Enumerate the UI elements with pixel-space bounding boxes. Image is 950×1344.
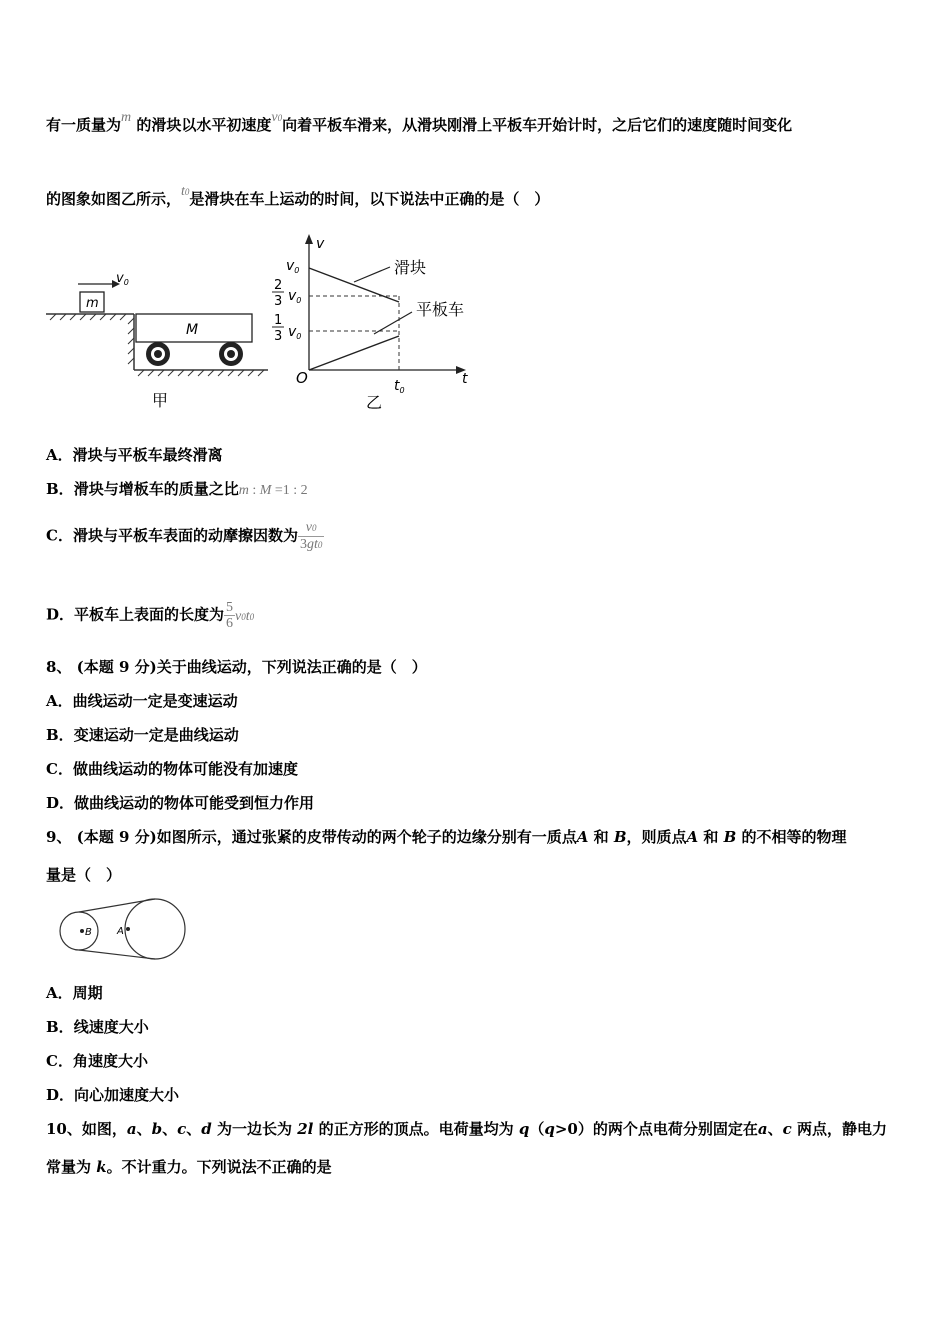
velocity-arrow-icon	[78, 280, 120, 288]
svg-text:v0: $v_0$	[286, 258, 300, 275]
y-axis-arrow-icon	[305, 234, 313, 244]
q10-stem-line2: 常量为 k。不计重力。下列说法不正确的是	[46, 1158, 332, 1176]
cart-wheel-right	[219, 342, 243, 366]
label-slider: 滑块	[394, 258, 427, 277]
belt-top	[79, 899, 155, 912]
symbol-m: m	[121, 110, 132, 125]
fraction-five-sixths: $\frac{5}{6}$	[226, 600, 234, 631]
q9-stem-line2: 量是（ ）	[46, 866, 122, 884]
series-slider-line	[309, 268, 399, 302]
svg-text:v0: $v_0$	[288, 288, 302, 305]
figure-jia-caption: 甲	[152, 391, 169, 410]
q7-stem-line2: 的图象如图乙所示，t0是滑块在车上运动的时间，以下说法中正确的是（ ）	[46, 184, 550, 208]
series-cart-line	[309, 336, 399, 370]
label-cart: 平板车	[416, 300, 465, 319]
q9-option-a: A．周期	[46, 984, 103, 1002]
y-axis-label: v	[316, 236, 325, 252]
svg-text:3: 3	[274, 329, 283, 344]
q7-option-c: C．滑块与平板车表面的动摩擦因数为 $\frac{v0}{3gt0}$	[46, 520, 323, 552]
large-wheel	[125, 899, 185, 959]
tick-v0	[286, 258, 299, 275]
q10-stem-line1: 10、如图，a、b、c、d 为一边长为 2l 的正方形的顶点。电荷量均为 q（q>0）的两个点电荷分别固定在a、c 两点，静电力	[46, 1120, 887, 1138]
figure-belt-wheels	[44, 896, 190, 962]
q9-option-c: C．角速度大小	[46, 1052, 148, 1070]
q8-option-c: C．做曲线运动的物体可能没有加速度	[46, 760, 298, 778]
figure-jia	[42, 262, 274, 412]
q9-option-d: D．向心加速度大小	[46, 1086, 180, 1104]
small-wheel	[60, 912, 98, 950]
svg-text:1: 1	[274, 313, 283, 328]
q7-stem-line1: 有一质量为m 的滑块以水平初速度v0向着平板车滑来，从滑块刚滑上平板车开始计时，之后它们的速度随时间变化	[46, 110, 793, 134]
svg-text:3: 3	[274, 294, 283, 309]
belt-bottom	[79, 950, 155, 959]
cart-wheel-left	[146, 342, 170, 366]
figure-yi-vt-graph	[262, 230, 482, 412]
svg-text:2: 2	[274, 278, 283, 293]
velocity-label: $v_0$	[116, 271, 129, 287]
symbol-v0: v0	[271, 110, 283, 125]
block-m-label: m	[86, 296, 99, 311]
fraction-v0-over-3gt0: $\frac{v0}{3gt0}$	[299, 520, 323, 552]
figure-yi-caption: 乙	[366, 393, 383, 412]
tick-one-third-v0	[272, 313, 301, 344]
tick-t0: $t_0$	[394, 378, 405, 395]
q9-stem-line1: 9、 (本题 9 分)如图所示，通过张紧的皮带传动的两个轮子的边缘分别有一质点A 和 B，则质点A 和 B 的不相等的物理	[46, 828, 847, 846]
x-axis-label: t	[462, 371, 468, 387]
tick-two-thirds-v0	[272, 278, 301, 309]
q8-option-b: B．变速运动一定是曲线运动	[46, 726, 239, 744]
svg-text:v0: $v_0$	[288, 324, 302, 341]
q7-option-a: A．滑块与平板车最终滑离	[46, 446, 223, 464]
q7-option-d: D．平板车上表面的长度为 $\frac{5}{6}$ v0t0	[46, 600, 255, 631]
q8-option-d: D．做曲线运动的物体可能受到恒力作用	[46, 794, 315, 812]
symbol-t0: t0	[181, 184, 190, 199]
q8-stem: 8、 (本题 9 分)关于曲线运动，下列说法正确的是（ ）	[46, 658, 427, 676]
point-b-label: B	[85, 927, 92, 938]
point-a-dot	[126, 927, 130, 931]
cart-label: M	[186, 322, 199, 338]
q9-option-b: B．线速度大小	[46, 1018, 149, 1036]
point-b-dot	[80, 929, 84, 933]
origin-label: O	[296, 369, 308, 387]
q8-option-a: A．曲线运动一定是变速运动	[46, 692, 238, 710]
leader-slider	[354, 267, 390, 282]
point-a-label: A	[117, 926, 124, 937]
q7-option-b: B．滑块与增板车的质量之比m : M =1 : 2	[46, 480, 308, 498]
